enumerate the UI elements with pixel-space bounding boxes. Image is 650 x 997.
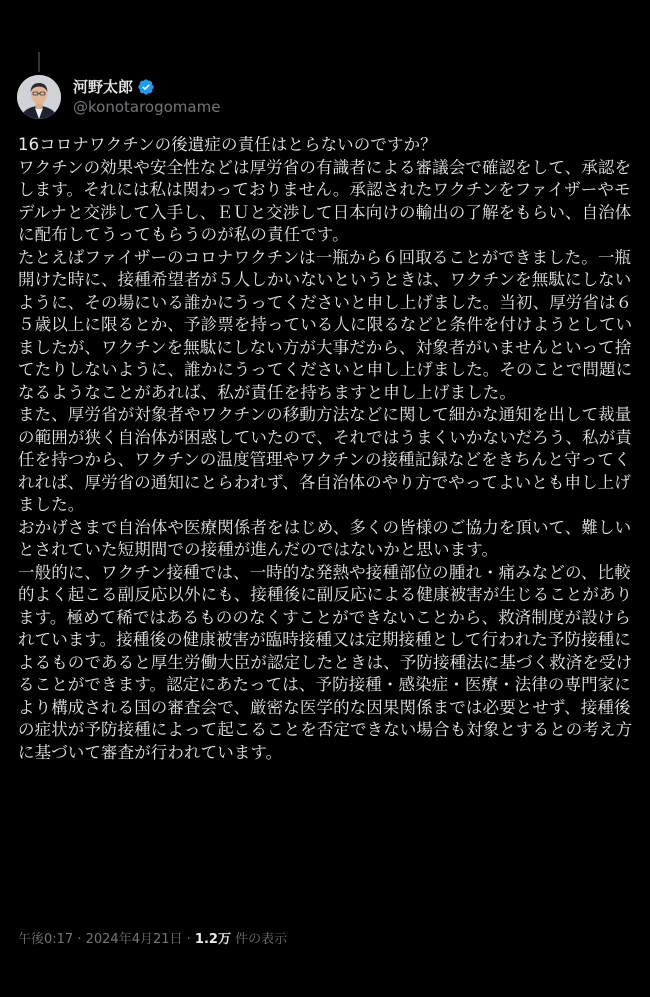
author-handle[interactable]: @konotarogomame [73, 98, 221, 116]
tweet-time[interactable]: 午後0:17 [18, 932, 74, 947]
avatar[interactable] [17, 75, 61, 119]
views-count[interactable]: 1.2万 [194, 932, 231, 947]
tweet-meta [18, 930, 287, 950]
meta-separator: · [182, 932, 195, 947]
author-names [73, 77, 220, 117]
tweet-text: 16コロナワクチンの後遺症の責任はとらないのですか？ ワクチンの効果や安全性などは厚労省の有識者による審議会で確認をして、承認をします。それには私は関わっておりません。承認されたワクチンをファイザーやモデルナと交渉して入手し、ＥＵと交渉して日本向けの輸出の了解をもらい、自治体に配布してうってもらうのが私の責任です。 たとえばファイザーのコロナワクチンは一瓶から６回取ることができました。一瓶開けた時に、接種希望者が５人しかいないというときは、ワクチンを無駄にしないように、その場にいる誰かにうってくださいと申し上げました。当初、厚労省は６５歳以上に限るとか、予診票を持っている人に限るなどと条件を付けようとしていましたが、ワクチンを無駄にしない方が大事だから、対象者がいませんといって捨てたりしないように、誰かにうってくださいと申し上げました。そのことで問題になるようなことがあれば、私が責任を持ちますと申し上げました。 また、厚労省が対象者やワクチンの移動方法などに関して細かな通知を出して裁量の範囲が狭く自治体が困惑していたので、それではうまくいかないだろう、私が責任を持つから、ワクチンの温度管理やワクチンの接種記録などをきちんと守ってくれれば、厚労省の通知にとらわれず、各自治体のやり方でやってよいとも申し上げました。 おかげさまで自治体や医療関係者をはじめ、多くの皆様のご協力を頂いて、難しいとされていた短期間での接種が進んだのではないかと思います。 一般的に、ワクチン接種では、一時的な発熱や接種部位の腫れ・痛みなどの、比較的よく起こる副反応以外にも、接種後に副反応による健康被害が生じることがあります。極めて稀ではあるもののなくすことができないことから、救済制度が設けられています。接種後の健康被害が臨時接種又は定期接種として行われた予防接種によるものであると厚生労働大臣が認定したときは、予防接種法に基づく救済を受けることができます。認定にあたっては、予防接種・感染症・医療・法律の専門家により構成される国の審査会で、厳密な医学的な因果関係までは必要とせず、接種後の症状が予防接種によって起こることを否定できない場合も対象とするとの考え方に基づいて審査が行われています。 [18, 135, 633, 762]
avatar-image [17, 75, 61, 119]
views-label: 件の表示 [230, 932, 288, 947]
thread-connector-line [38, 52, 40, 72]
tweet-date[interactable]: 2024年4月21日 [85, 932, 183, 947]
tweet-header [17, 74, 220, 120]
display-name[interactable]: 河野太郎 [73, 78, 134, 96]
verified-badge-icon [137, 78, 155, 96]
meta-separator: · [73, 932, 86, 947]
display-name-row [73, 77, 220, 97]
